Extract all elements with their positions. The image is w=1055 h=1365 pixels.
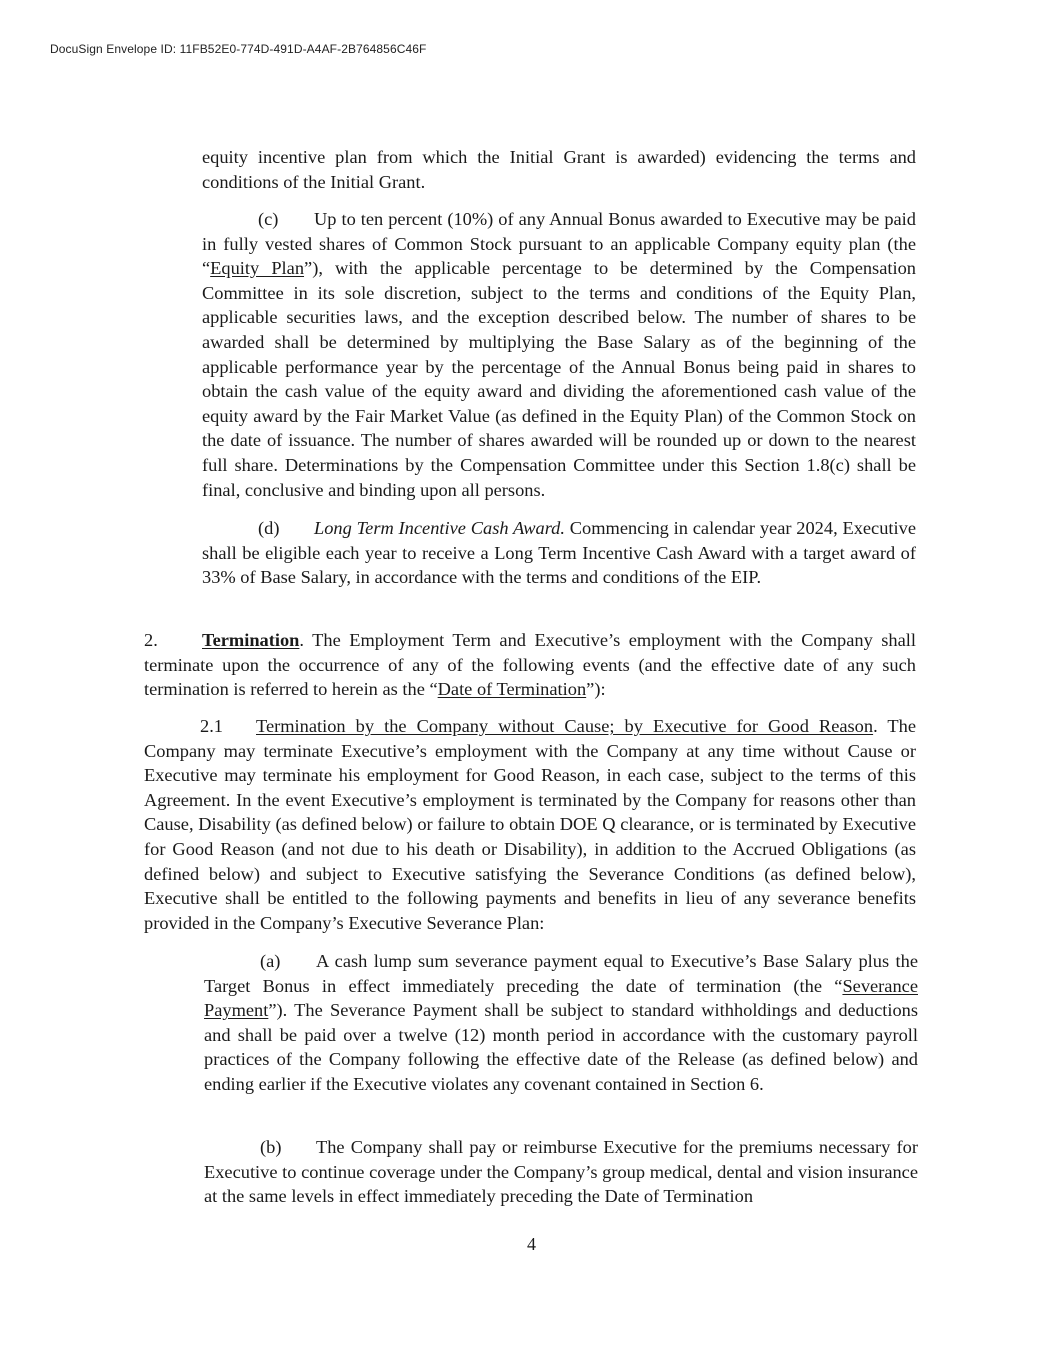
section-heading-termination: Termination [202, 630, 300, 650]
defined-term-equity-plan: Equity Plan [210, 258, 305, 279]
section-heading-2-1: Termination by the Company without Cause; by Executive for Good Reason [256, 716, 874, 736]
paragraph-initial-grant-continuation [202, 145, 916, 194]
paragraph-text: Up to ten percent (10%) of any Annual Bonus awarded to Executive may be paid in fully vested shares of Common Stock pursuant to an applicable Company equity plan (the “ [202, 209, 916, 279]
paragraph-text: ”), with the applicable percentage to be determined by the Compensation Committee in its sole discretion, subject to the terms and conditions of the Equity Plan, applicable securities laws, and the exception described below. The number of shares to be awarded shall be determined by multiplying the Base Salary as of the beginning of the applicable performance year by the percentage of the Annual Bonus being paid in shares to obtain the cash value of the equity award and dividing the aforementioned cash value of the equity award by the Fair Market Value (as defined in the Equity Plan) of the Common Stock on the date of issuance. The number of shares awarded will be rounded up or down to the nearest full share. Determinations by the Compensation Committee under this Section 1.8(c) shall be final, conclusive and binding upon all persons. [202, 258, 916, 500]
docusign-envelope-id: DocuSign Envelope ID: 11FB52E0-774D-491D-A4AF-2B764856C46F [50, 42, 427, 56]
defined-term-date-of-termination: Date of Termination [437, 679, 587, 700]
section-number-2: 2. [144, 630, 158, 650]
paragraph-text: Commencing in calendar year 2024, Executive shall be eligible each year to receive a Long Term Incentive Cash Award with a target award of 33% of Base Salary, in accordance with the terms and conditions of the EIP. [202, 518, 916, 588]
paragraph-text: ”). The Severance Payment shall be subject to standard withholdings and deductions and shall be paid over a twelve (12) month period in accordance with the customary payroll practices of the Company following the effective date of the Release (as defined below) and ending earlier if the Executive violates any covenant contained in Section 6. [204, 1000, 918, 1094]
paragraph-2-1-b [204, 1135, 918, 1209]
paragraph-text: . The Company may terminate Executive’s employment with the Company at any time without Cause or Executive may terminate his employment for Good Reason, in each case, subject to the terms of this Agreement. In the event Executive’s employment is terminated by the Company for reasons other than Cause, Disability (as defined below) or failure to obtain DOE Q clearance, or is terminated by Executive for Good Reason (and not due to his death or Disability), in addition to the Accrued Obligations (as defined below) and subject to Executive satisfying the Severance Conditions (as defined below), Executive shall be entitled to the following payments and benefits in lieu of any severance benefits provided in the Company’s Executive Severance Plan: [144, 716, 916, 933]
subsection-label-c: (c) [258, 209, 279, 229]
section-number-2-1: 2.1 [200, 716, 223, 736]
subsection-heading-ltic: Long Term Incentive Cash Award. [314, 518, 565, 538]
subsection-label-d: (d) [258, 518, 280, 538]
paragraph-text: ”): [586, 679, 606, 700]
defined-term-severance-payment: Severance Payment [204, 975, 918, 1021]
paragraph-1-8-c [202, 207, 916, 502]
section-2-1 [144, 714, 916, 935]
paragraph-text: equity incentive plan from which the Initial Grant is awarded) evidencing the terms and conditions of the Initial Grant. [202, 147, 916, 192]
paragraph-2-1-a [204, 949, 918, 1097]
paragraph-text: The Company shall pay or reimburse Executive for the premiums necessary for Executive to continue coverage under the Company’s group medical, dental and vision insurance at the same levels in effect immediately preceding the Date of Termination [204, 1137, 918, 1207]
paragraph-text: A cash lump sum severance payment equal to Executive’s Base Salary plus the Target Bonus in effect immediately preceding the date of termination (the “ [204, 951, 918, 996]
section-2-termination [144, 628, 916, 702]
paragraph-text: . The Employment Term and Executive’s employment with the Company shall terminate upon the occurrence of any of the following events (and the effective date of any such termination is referred to herein as the “ [144, 630, 916, 700]
subsection-label-b: (b) [260, 1137, 282, 1157]
page-number: 4 [527, 1234, 536, 1254]
paragraph-1-8-d [202, 516, 916, 590]
subsection-label-a: (a) [260, 951, 281, 971]
